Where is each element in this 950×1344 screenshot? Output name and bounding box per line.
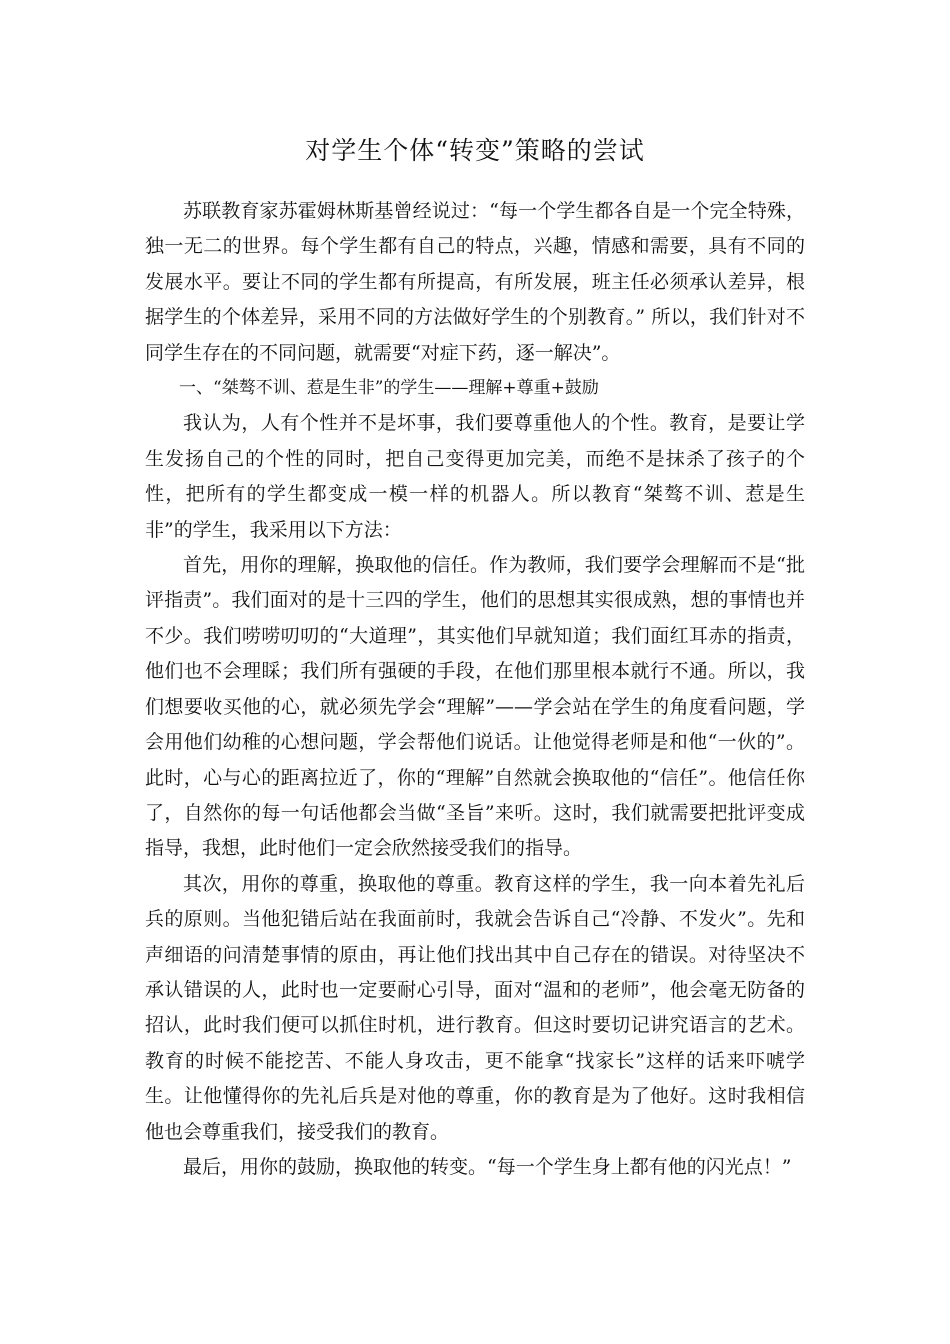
paragraph-first-understanding: 首先，用你的理解，换取他的信任。作为教师，我们要学会理解而不是“批评指责”。我们面对的是十三四的学生，他们的思想其实很成熟，想的事情也并不少。我们唠唠叨叨的“大道理”，其实他们早就知道；我们面红耳赤的指责，他们也不会理睬；我们所有强硬的手段，在他们那里根本就行不通。所以，我们想要收买他的心，就必须先学会“理解”——学会站在学生的角度看问题，学会用他们幼稚的心想问题，学会帮他们说话。让他觉得老师是和他“一伙的”。此时，心与心的距离拉近了，你的“理解”自然就会换取他的“信任”。他信任你了，自然你的每一句话他都会当做“圣旨”来听。这时，我们就需要把批评变成指导，我想，此时他们一定会欣然接受我们的指导。 — [145, 554, 805, 860]
paragraph-second-respect: 其次，用你的尊重，换取他的尊重。教育这样的学生，我一向本着先礼后兵的原则。当他犯错后站在我面前时，我就会告诉自己“冷静、不发火”。先和声细语的问清楚事情的原由，再让他们找出其中自己存在的错误。对待坚决不承认错误的人，此时也一定要耐心引导，面对“温和的老师”，他会毫无防备的招认，此时我们便可以抓住时机，进行教育。但这时要切记讲究语言的艺术。教育的时候不能挖苦、不能人身攻击，更不能拿“找家长”这样的话来吓唬学生。让他懂得你的先礼后兵是对他的尊重，你的教育是为了他好。这时我相信他也会尊重我们，接受我们的教育。 — [145, 872, 805, 1143]
paragraph-intro: 苏联教育家苏霍姆林斯基曾经说过：“每一个学生都各自是一个完全特殊，独一无二的世界。每个学生都有自己的特点，兴趣，情感和需要，具有不同的发展水平。要让不同的学生都有所提高，有所发展，班主任必须承认差异，根据学生的个体差异，采用不同的方法做好学生的个别教育。” 所以，我们针对不同学生存在的不同问题，就需要“对症下药，逐一解决”。 — [145, 200, 805, 364]
section-heading-1: 一、“桀骜不训、惹是生非”的学生——理解+尊重+鼓励 — [179, 378, 599, 399]
document-body — [145, 194, 805, 1185]
paragraph-individuality: 我认为，人有个性并不是坏事，我们要尊重他人的个性。教育，是要让学生发扬自己的个性的同时，把自己变得更加完美，而绝不是抹杀了孩子的个性，把所有的学生都变成一模一样的机器人。所以教育“桀骜不训、惹是生非”的学生，我采用以下方法： — [145, 412, 805, 541]
paragraph-last-encouragement: 最后，用你的鼓励，换取他的转变。“每一个学生身上都有他的闪光点！” — [183, 1155, 792, 1178]
document-title: 对学生个体“转变”策略的尝试 — [305, 136, 645, 165]
